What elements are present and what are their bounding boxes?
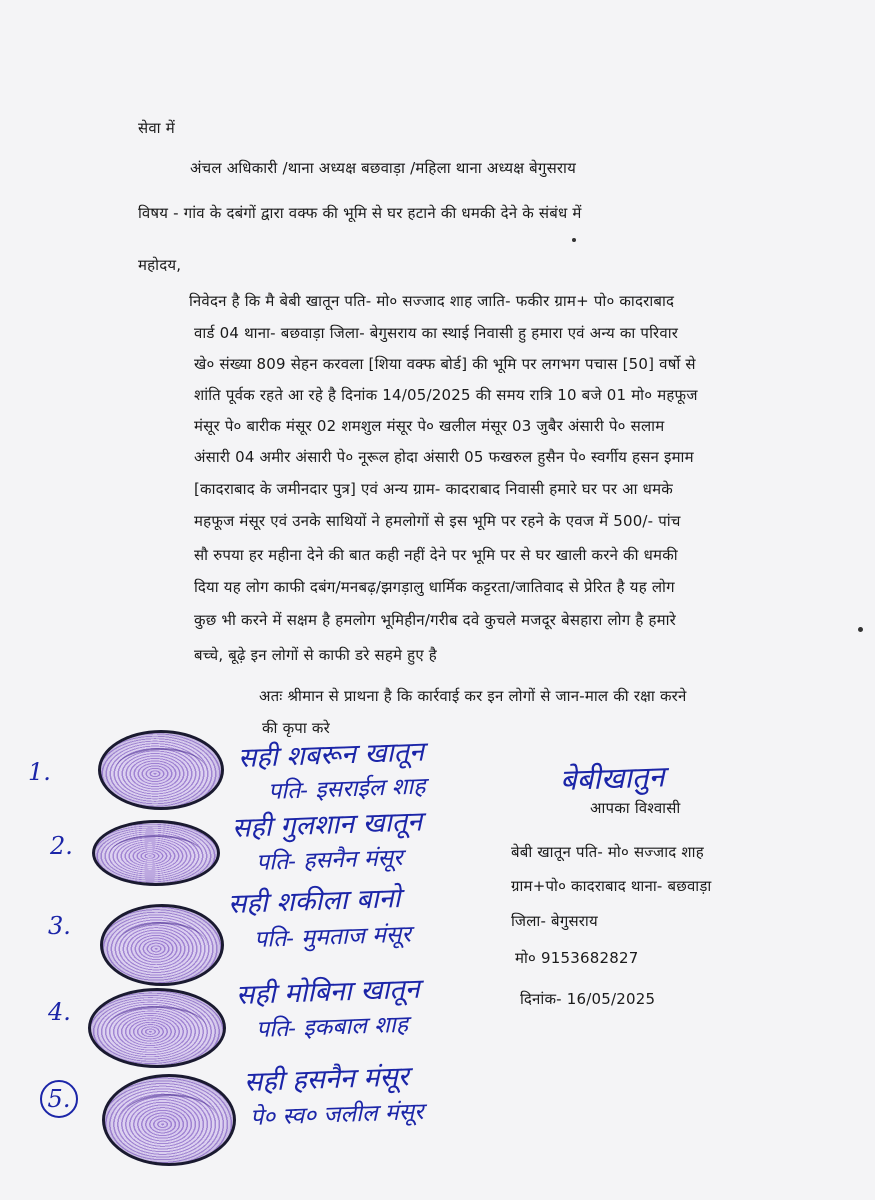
body-line: वार्ड 04 थाना- बछवाड़ा जिला- बेगुसराय का स्थाई निवासी हु हमारा एवं अन्य का परिवार <box>194 324 679 342</box>
body-line: [कादराबाद के जमीनदार पुत्र] एवं अन्य ग्राम- कादराबाद निवासी हमारे घर पर आ धमके <box>194 480 673 498</box>
sender-handwritten-signature: बेबीखातुन <box>559 759 666 797</box>
witness-number: 3. <box>48 912 71 940</box>
thumbprint <box>100 904 224 986</box>
witness-signature: सही गुलशान खातून <box>231 806 423 844</box>
witness-spouse: पति- इकबाल शाह <box>255 1011 409 1043</box>
witness-signature: सही शबरून खातून <box>237 736 425 774</box>
scan-speck <box>858 627 863 632</box>
body-line: सौ रुपया हर महीना देने की बात कही नहीं देने पर भूमि पर से घर खाली करने की धमकी <box>194 546 678 564</box>
recipient: अंचल अधिकारी /थाना अध्यक्ष बछवाड़ा /महिला थाना अध्यक्ष बेगुसराय <box>190 159 577 177</box>
witness-number: 2. <box>50 832 73 860</box>
witness-spouse: पति- मुमताज मंसूर <box>253 921 412 953</box>
sender-name: बेबी खातून पति- मो० सज्जाद शाह <box>511 843 704 861</box>
body-line: निवेदन है कि मै बेबी खातून पति- मो० सज्जाद शाह जाति- फकीर ग्राम+ पो० कादराबाद <box>189 292 675 310</box>
closing: आपका विश्वासी <box>590 799 681 817</box>
witness-spouse: पति- इसराईल शाह <box>267 773 426 805</box>
sender-mobile: मो० 9153682827 <box>515 949 639 967</box>
thumbprint <box>102 1074 236 1166</box>
witness-signature: सही मोबिना खातून <box>235 973 421 1011</box>
body-line: अंसारी 04 अमीर अंसारी पे० नूरूल होदा अंसारी 05 फखरुल हुसैन पे० स्वर्गीय हसन इमाम <box>194 448 694 466</box>
scan-speck <box>572 238 576 242</box>
body-line: शांति पूर्वक रहते आ रहे है दिनांक 14/05/2025 की समय रात्रि 10 बजे 01 मो० महफूज <box>194 386 698 404</box>
sender-address: ग्राम+पो० कादराबाद थाना- बछवाड़ा <box>511 877 712 895</box>
request-line: अतः श्रीमान से प्राथना है कि कार्रवाई कर इन लोगों से जान-माल की रक्षा करने <box>259 687 687 705</box>
sender-district: जिला- बेगुसराय <box>511 912 598 930</box>
request-line: की कृपा करे <box>262 719 330 737</box>
thumbprint <box>98 730 224 810</box>
witness-number: 1. <box>28 758 51 786</box>
body-line: कुछ भी करने में सक्षम है हमलोग भूमिहीन/गरीब दवे कुचले मजदूर बेसहारा लोग है हमारे <box>194 611 677 629</box>
witness-number: 4. <box>48 998 71 1026</box>
body-line: खे० संख्या 809 सेहन करवला [शिया वक्फ बोर्ड] की भूमि पर लगभग पचास [50] वर्षो से <box>194 355 696 373</box>
witness-number: 5. <box>40 1080 78 1118</box>
witness-signature: सही हसनैन मंसूर <box>243 1061 410 1098</box>
witness-spouse: पे० स्व० जलील मंसूर <box>249 1098 424 1131</box>
body-line: दिया यह लोग काफी दबंग/मनबढ़/झगड़ालु धार्मिक कट्टरता/जातिवाद से प्रेरित है यह लोग <box>194 578 675 596</box>
greeting: महोदय, <box>138 256 182 274</box>
subject: विषय - गांव के दबंगों द्वारा वक्फ की भूमि से घर हटाने की धमकी देने के संबंध में <box>138 204 582 222</box>
thumbprint <box>88 988 226 1068</box>
body-line: बच्चे, बूढ़े इन लोगों से काफी डरे सहमे हुए है <box>194 646 437 664</box>
thumbprint <box>92 820 220 886</box>
witness-signature: सही शकीला बानो <box>227 882 402 920</box>
letter-date: दिनांक- 16/05/2025 <box>520 990 656 1008</box>
body-line: महफूज मंसूर एवं उनके साथियों ने हमलोगों से इस भूमि पर रहने के एवज में 500/- पांच <box>194 512 681 530</box>
body-line: मंसूर पे० बारीक मंसूर 02 शमशुल मंसूर पे० खलील मंसूर 03 जुबैर अंसारी पे० सलाम <box>194 417 665 435</box>
salutation-to: सेवा में <box>138 119 175 137</box>
witness-spouse: पति- हसनैन मंसूर <box>255 844 403 876</box>
